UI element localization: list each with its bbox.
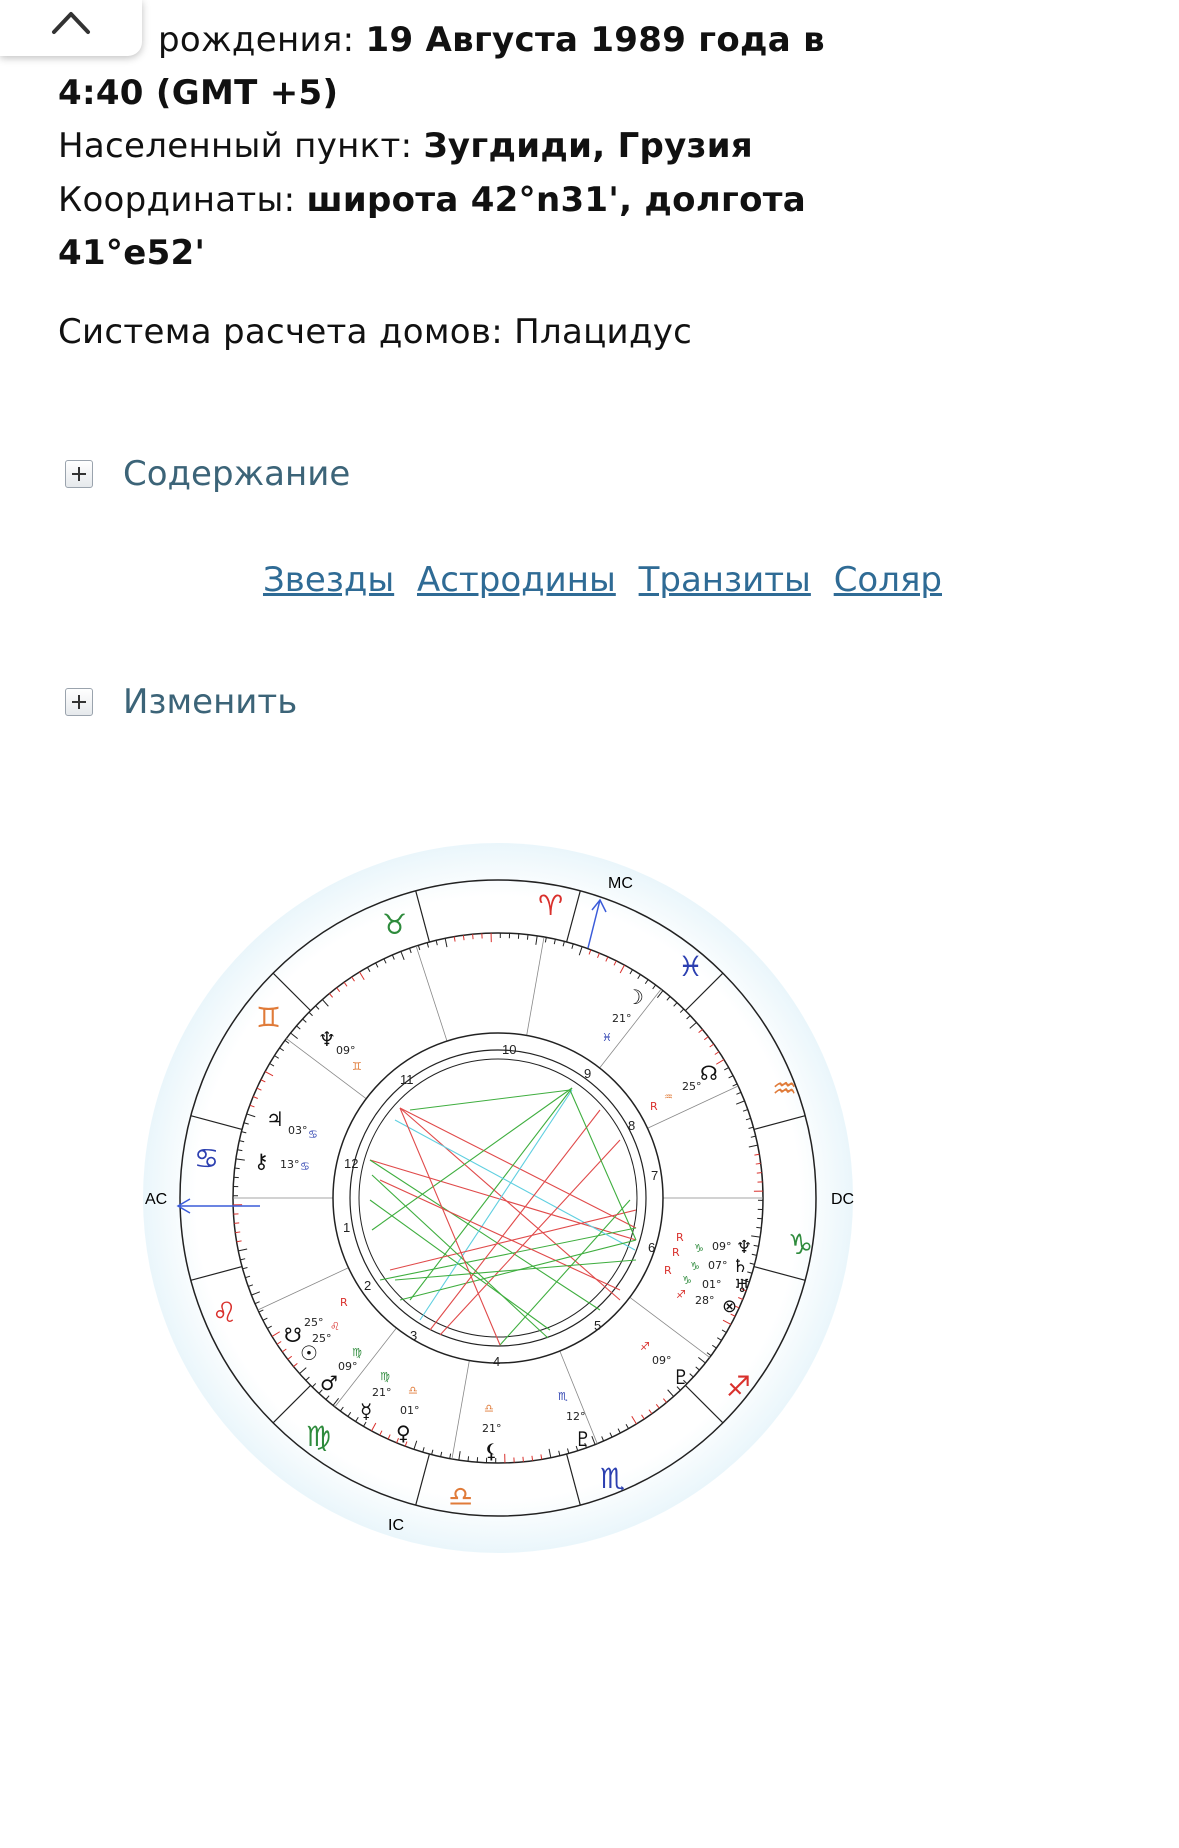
pluto2-sign-icon: ♏ (558, 1390, 568, 1403)
saturn-icon: ♄ (732, 1256, 749, 1277)
house-7: 7 (651, 1168, 659, 1183)
planet-sign-icon: ♊ (352, 1060, 362, 1073)
saturn-sign-icon: ♑ (690, 1260, 700, 1273)
degree-tick (468, 1456, 469, 1461)
edit-label[interactable]: Изменить (123, 682, 298, 722)
natal-chart (140, 840, 860, 1560)
venus-icon: ♀ (396, 1421, 411, 1445)
coords-label: Координаты: (58, 180, 296, 220)
house-2: 2 (364, 1278, 372, 1293)
virgo-icon: ♍ (306, 1420, 332, 1453)
link-stars[interactable]: Звезды (262, 560, 395, 600)
dc-label: DC (831, 1191, 855, 1208)
uranus-sign-icon: ♑ (682, 1274, 692, 1287)
house-3: 3 (410, 1328, 418, 1343)
pluto2-degree: 12° (566, 1410, 586, 1423)
link-astrodynes[interactable]: Астродины (416, 560, 616, 600)
mercury-sign-icon: ♍ (380, 1370, 390, 1383)
node-degree: 25° (682, 1080, 702, 1093)
place-value: Зугдиди, Грузия (423, 126, 753, 166)
house-9: 9 (584, 1066, 592, 1081)
fortune-degree: 28° (695, 1294, 715, 1307)
aries-icon: ♈ (538, 889, 564, 922)
node-retro-icon: R (650, 1100, 658, 1113)
ic-label: IC (388, 1517, 404, 1534)
degree-tick (235, 1232, 240, 1233)
birth-date-line (58, 20, 825, 60)
saturn-degree: 07° (708, 1259, 728, 1272)
coords-line (58, 180, 806, 220)
pisces-icon: ♓ (678, 950, 704, 983)
south-node-icon: ☋ (284, 1323, 302, 1347)
mercury-icon: ☿ (360, 1399, 373, 1423)
chiron-degree: 13° (280, 1158, 300, 1171)
neptune-degree: 09° (712, 1240, 732, 1253)
birth-date-value: 19 Августа 1989 года в (365, 20, 825, 60)
pluto-glyph-icon: ♇ (672, 1365, 690, 1389)
sun-sign-icon: ♌ (330, 1320, 340, 1333)
uranus-icon: ♅ (734, 1276, 751, 1297)
expand-icon[interactable] (65, 688, 93, 716)
taurus-icon: ♉ (382, 908, 408, 941)
degree-tick (463, 935, 464, 940)
degree-tick (235, 1168, 240, 1169)
moon-icon: ☽ (626, 985, 644, 1009)
mars-degree: 09° (338, 1360, 358, 1373)
neptune-icon: ♆ (736, 1237, 753, 1258)
mars-icon: ♂ (320, 1371, 338, 1395)
degree-tick (532, 1456, 533, 1461)
sun-retro-icon: R (340, 1296, 348, 1309)
venus-degree: 01° (400, 1404, 420, 1417)
north-node-icon: ☊ (700, 1061, 718, 1085)
saturn-retro-icon: R (672, 1246, 680, 1259)
degree-tick (527, 935, 528, 940)
house-system-line (58, 312, 692, 352)
house-4: 4 (493, 1354, 501, 1369)
house-system-value: Плацидус (514, 312, 693, 352)
house-system-label: Система расчета домов: (58, 312, 503, 352)
neptune-sign-icon: ♑ (694, 1242, 704, 1255)
saturn-glyph-icon: ♆ (318, 1027, 336, 1051)
expand-icon[interactable] (65, 460, 93, 488)
uranus-retro-icon: R (664, 1264, 672, 1277)
venus-sign-icon: ♎ (408, 1384, 418, 1397)
birth-time-line (58, 73, 338, 113)
chevron-up-icon (50, 8, 92, 36)
libra-icon: ♎ (448, 1480, 474, 1513)
aquarius-icon: ♒ (772, 1072, 798, 1105)
chiron-sign-icon: ♋ (300, 1160, 310, 1173)
jupiter-sign-icon: ♋ (308, 1128, 318, 1141)
place-line (58, 126, 753, 166)
neptune-retro-icon: R (676, 1231, 684, 1244)
jupiter-icon: ♃ (266, 1107, 284, 1131)
pluto-icon: ♇ (574, 1427, 592, 1451)
house-11: 11 (400, 1072, 414, 1087)
contents-label[interactable]: Содержание (123, 454, 351, 494)
moon-sign-icon: ♓ (602, 1031, 612, 1044)
house-6: 6 (648, 1240, 656, 1255)
capricorn-icon: ♑ (788, 1228, 814, 1261)
lilith-sign-icon: ♎ (484, 1402, 494, 1415)
mars-sign-icon: ♍ (352, 1346, 362, 1359)
degree-tick (756, 1227, 761, 1228)
node-sign-icon: ♒ (664, 1092, 673, 1103)
planet-degree: 09° (336, 1044, 356, 1057)
house-5: 5 (594, 1318, 602, 1333)
gemini-icon: ♊ (256, 1001, 282, 1034)
place-label: Населенный пункт: (58, 126, 413, 166)
leo-icon: ♌ (212, 1296, 238, 1329)
fortune-sign-icon: ♐ (676, 1288, 686, 1301)
lilith-degree: 21° (482, 1422, 502, 1435)
link-solar[interactable]: Соляр (833, 560, 942, 600)
house-12: 12 (344, 1156, 359, 1171)
house-8: 8 (628, 1118, 636, 1133)
sun-icon: ☉ (300, 1341, 318, 1365)
sagittarius-icon: ♐ (726, 1370, 752, 1403)
house-1: 1 (343, 1220, 351, 1235)
pluto-sign-icon: ♐ (640, 1340, 650, 1353)
south-node-degree: 25° (304, 1316, 324, 1329)
edit-toggle[interactable] (58, 682, 297, 722)
uranus-degree: 01° (702, 1278, 722, 1291)
birth-time-value: 4:40 (GMT +5) (58, 73, 339, 113)
link-transits[interactable]: Транзиты (638, 560, 811, 600)
coords-value: широта 42°n31', долгота (306, 180, 807, 220)
pluto-degree: 09° (652, 1354, 672, 1367)
scorpio-icon: ♏ (600, 1462, 626, 1495)
house-10: 10 (502, 1042, 517, 1057)
chiron-icon: ⚷ (254, 1149, 269, 1173)
coords-value-2: 41°e52' (58, 233, 206, 273)
mc-label: MC (608, 875, 633, 892)
jupiter-degree: 03° (288, 1124, 308, 1137)
coords-line-2 (58, 233, 205, 273)
links-row (251, 560, 942, 600)
moon-degree: 21° (612, 1012, 632, 1025)
birth-date-label: рождения: (158, 20, 355, 60)
part-of-fortune-icon: ⊗ (722, 1296, 738, 1317)
sun-degree: 25° (312, 1332, 332, 1345)
contents-toggle[interactable] (58, 454, 350, 494)
ac-label: AC (145, 1191, 168, 1208)
degree-tick (756, 1163, 761, 1164)
cancer-icon: ♋ (194, 1142, 220, 1175)
lilith-icon: ⚸ (484, 1439, 499, 1463)
mercury-degree: 21° (372, 1386, 392, 1399)
collapse-tab[interactable] (0, 0, 142, 56)
